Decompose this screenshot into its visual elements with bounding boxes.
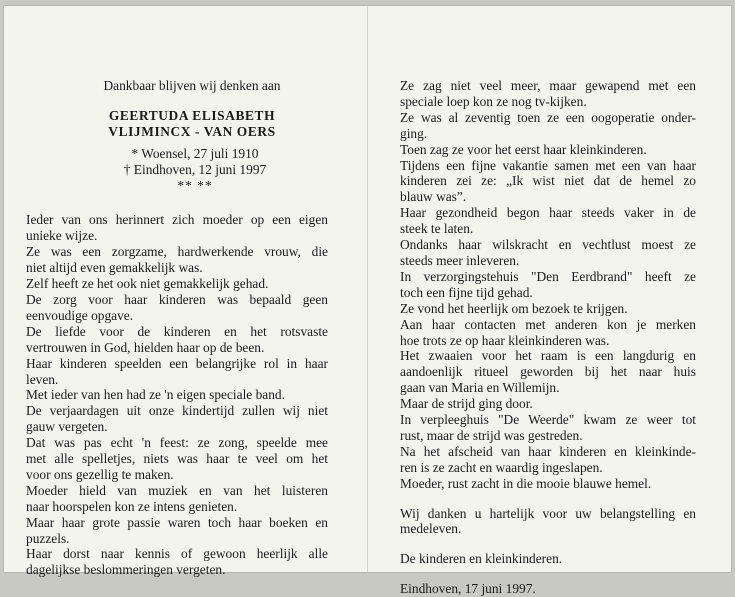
text-line: Moeder, rust zacht in die mooie blauwe hemel. [400,475,652,491]
left-body-text [26,212,328,578]
text-line: Ze vond het heerlijk om bezoek te krijgen. [400,300,628,316]
card-fold-line [367,6,368,572]
text-line: Wij danken u hartelijk voor uw belangstelling en [400,505,696,521]
text-line: unieke wijze. [26,228,98,244]
text-line: medeleven. [400,521,462,537]
text-line: Haar kinderen speelden een belangrijke rol in haar [26,355,328,371]
text-line: ren is ze zacht en waardig ingeslapen. [400,459,603,475]
text-line: Maar de strijd ging door. [400,396,533,412]
text-line: Haar dorst naar kennis of gewoon heerlijk alle [26,546,328,562]
text-line: met alle spelletjes, niets was haar te veel om het [26,451,328,467]
text-line: hoe trots ze op haar kleinkinderen was. [400,332,610,348]
text-line: Het zwaaien voor het raam is een langdurig en [400,348,696,364]
text-line: speciale loep kon ze nog tv-kijken. [400,93,587,109]
text-line: rust, maar de strijd was gestreden. [400,427,583,443]
death-date: † Eindhoven, 12 juni 1997 [123,161,267,177]
signature-line: De kinderen en kleinkinderen. [400,551,563,567]
text-line: Zelf heeft ze het ook niet gemakkelijk gehad. [26,276,269,292]
text-line: vertrouwen in God, hielden haar op de been. [26,339,265,355]
text-line: Toen zag ze voor het eerst haar kleinkinderen. [400,141,647,157]
text-line: steek te laten. [400,221,474,237]
text-line: eenvoudige opgave. [26,307,134,323]
deceased-name-line2: VLIJMINCX - VAN OERS [108,123,276,139]
text-line: gaan van Maria en Willemijn. [400,380,560,396]
intro-line: Dankbaar blijven wij denken aan [103,78,281,93]
text-line: Haar gezondheid begon haar steeds vaker in de [400,205,696,221]
text-line: Ieder van ons herinnert zich moeder op een eigen [26,212,328,228]
text-line: niet altijd even gemakkelijk was. [26,260,203,276]
text-line: In verzorgingstehuis "Den Eerdbrand" heeft ze [400,268,696,284]
birth-date: * Woensel, 27 juli 1910 [131,145,259,161]
ornament-stars: ** ** [177,177,213,193]
text-line: Maar haar grote passie waren toch haar boeken en [26,514,328,530]
text-line: gauw vergeten. [26,419,108,435]
text-line: Met ieder van hen had ze 'n eigen speciale band. [26,387,285,403]
text-line: Moeder hield van muziek en van het luisteren [26,482,328,498]
text-line: aandoenlijk ritueel geworden bij het naar huis [400,364,696,380]
text-line: puzzels. [26,530,70,546]
deceased-name-line1: GEERTUDA ELISABETH [108,107,276,123]
thanks-paragraph [400,506,696,538]
text-line: Na het afscheid van haar kinderen en kleinkinde- [400,443,696,459]
right-page [400,78,696,597]
text-line: De liefde voor de kinderen en het rotsvaste [26,323,328,339]
text-line: voor ons gezellig te maken. [26,466,174,482]
text-line: leven. [26,371,59,387]
text-line: blauw was”. [400,189,467,205]
text-line: Aan haar contacten met anderen kon je merken [400,316,696,332]
text-line: Ondanks haar wilskracht en vechtlust moest ze [400,237,696,253]
text-line: Ze was al zeventig toen ze een oogoperatie onder- [400,109,696,125]
text-line: toch een fijne tijd gehad. [400,284,533,300]
text-line: ging. [400,125,428,141]
text-line: Ze was een zorgzame, hardwerkende vrouw, die [26,244,328,260]
text-line: Dat was pas echt 'n feest: ze zong, speelde mee [26,435,328,451]
text-line: naar hoorspelen kon ze intens genieten. [26,498,238,514]
text-line: Ze zag niet veel meer, maar gewapend met een [400,78,696,93]
text-line: kinderen zei ze: „Ik wist niet dat de hemel zo [400,173,696,189]
place-date-line: Eindhoven, 17 juni 1997. [400,581,536,597]
text-line: Tijdens een fijne vakantie samen met een van haar [400,157,696,173]
text-line: steeds meer inleveren. [400,252,520,268]
text-line: dagelijkse beslommeringen vergeten. [26,562,226,578]
text-line: De verjaardagen uit onze kindertijd zullen wij niet [26,403,328,419]
right-body-text [400,78,696,492]
text-line: In verpleeghuis "De Weerde" kwam ze weer tot [400,412,696,428]
left-page [26,78,328,578]
text-line: De zorg voor haar kinderen was bepaald geen [26,291,328,307]
